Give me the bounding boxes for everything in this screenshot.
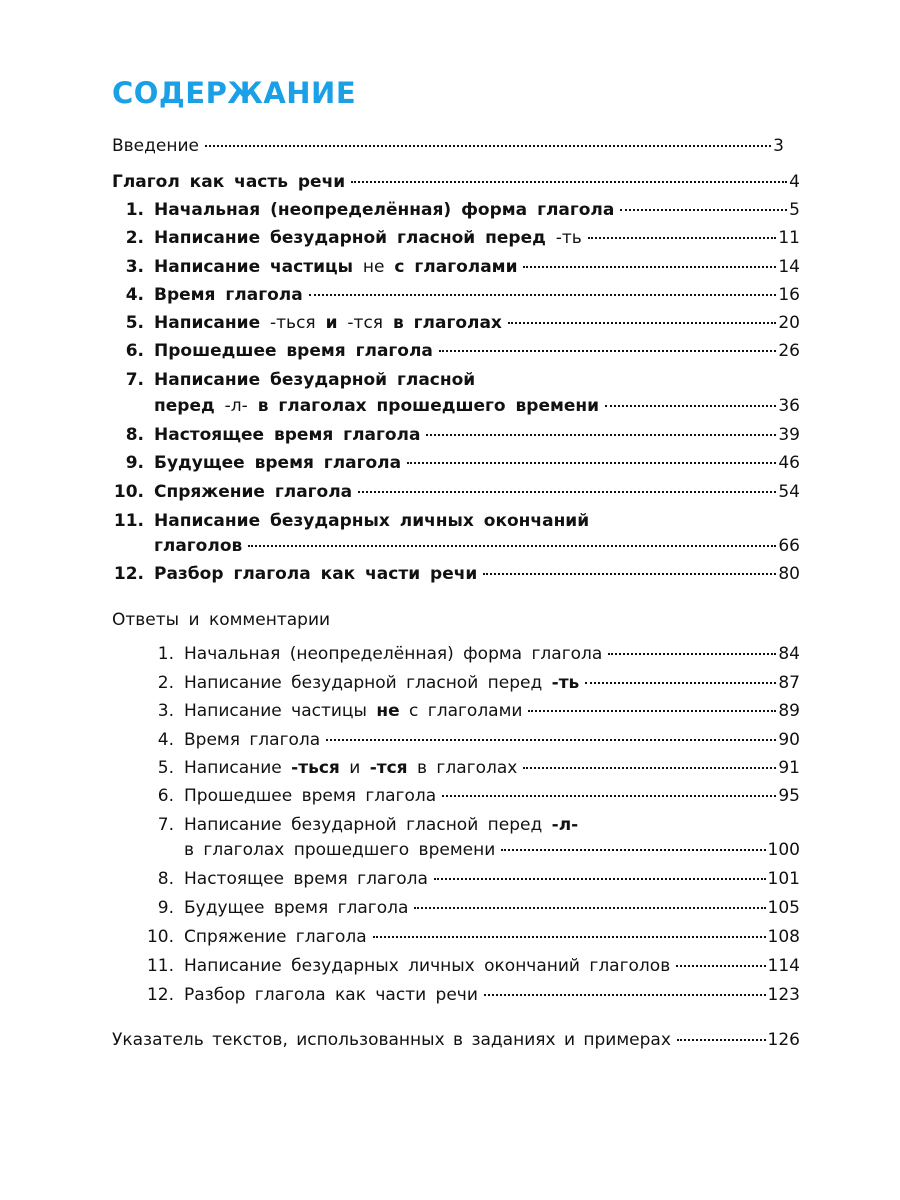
- answer-title: Написание частицы не с глаголами: [184, 701, 523, 721]
- index-label: Указатель текстов, использованных в заданиях и примерах: [112, 1030, 671, 1050]
- toc-verb-label: Глагол как часть речи: [112, 172, 346, 192]
- answer-number: 3.: [157, 701, 174, 721]
- chapter-number: 7.: [125, 370, 144, 390]
- answer-number: 7.: [157, 815, 174, 835]
- answer-page: 84: [778, 644, 800, 664]
- suffix-term: -ться: [291, 758, 340, 778]
- answer-page: 101: [767, 869, 800, 889]
- suffix-term: -ть: [551, 673, 580, 693]
- answer-number: 12.: [146, 985, 174, 1005]
- chapter-page: 5: [789, 200, 800, 220]
- answer-page: 95: [778, 786, 800, 806]
- answer-number: 8.: [157, 869, 174, 889]
- dot-leader: [605, 405, 776, 407]
- chapter-page: 11: [778, 228, 800, 248]
- dot-leader: [326, 739, 776, 741]
- toc-index[interactable]: [112, 1030, 800, 1050]
- answer-page: 87: [778, 673, 800, 693]
- suffix-term: -л-: [551, 815, 579, 835]
- toc-verb-page: 4: [789, 172, 800, 192]
- answer-number: 2.: [157, 673, 174, 693]
- chapter-title: Написание безударной гласной: [154, 370, 476, 390]
- dot-leader: [373, 936, 766, 938]
- answer-title: Начальная (неопределённая) форма глагола: [184, 644, 603, 664]
- answer-title-continued: в глаголах прошедшего времени: [184, 840, 496, 860]
- chapter-title-continued: глаголов: [154, 536, 243, 556]
- dot-leader: [434, 878, 766, 880]
- dot-leader: [426, 434, 776, 436]
- dot-leader: [677, 1039, 766, 1041]
- answer-title: Написание -ться и -тся в глаголах: [184, 758, 518, 778]
- chapter-title: Написание -ться и -тся в глаголах: [154, 313, 502, 333]
- dot-leader: [248, 545, 776, 547]
- answer-page: 123: [767, 985, 800, 1005]
- answer-number: 11.: [146, 956, 174, 976]
- answer-page: 114: [767, 956, 800, 976]
- chapter-title: Начальная (неопределённая) форма глагола: [154, 200, 615, 220]
- chapter-title-continued: перед -л- в глаголах прошедшего времени: [154, 396, 600, 416]
- answer-number: 1.: [157, 644, 174, 664]
- dot-leader: [358, 491, 776, 493]
- toc-chapter-2[interactable]: [112, 228, 800, 248]
- dot-leader: [608, 653, 776, 655]
- dot-leader: [588, 237, 777, 239]
- dot-leader: [414, 907, 765, 909]
- dot-leader: [501, 849, 765, 851]
- index-page: 126: [767, 1030, 800, 1050]
- answer-title: Написание безударной гласной перед -ть: [184, 673, 580, 693]
- chapter-number: 4.: [125, 285, 144, 305]
- particle-term: не: [376, 701, 400, 721]
- chapter-title: Прошедшее время глагола: [154, 341, 433, 361]
- suffix-term: -тся: [347, 313, 384, 333]
- answer-number: 4.: [157, 730, 174, 750]
- chapter-title: Настоящее время глагола: [154, 425, 421, 445]
- chapter-page: 66: [778, 536, 800, 556]
- chapter-number: 1.: [125, 200, 144, 220]
- answer-number: 10.: [146, 927, 174, 947]
- chapter-title: Написание безударной гласной перед -ть: [154, 228, 582, 248]
- chapter-title: Написание безударных личных окончаний: [154, 511, 590, 531]
- toc-answer-6[interactable]: [140, 786, 800, 806]
- dot-leader: [523, 266, 776, 268]
- chapter-page: 26: [778, 341, 800, 361]
- answer-page: 100: [767, 840, 800, 860]
- toc-answer-2[interactable]: [140, 673, 800, 693]
- chapter-number: 8.: [125, 425, 144, 445]
- answer-title: Спряжение глагола: [184, 927, 367, 947]
- chapter-page: 16: [778, 285, 800, 305]
- chapter-title: Время глагола: [154, 285, 303, 305]
- toc-answer-3[interactable]: [140, 701, 800, 721]
- answer-title: Прошедшее время глагола: [184, 786, 437, 806]
- chapter-page: 36: [778, 396, 800, 416]
- chapter-number: 10.: [113, 482, 144, 502]
- toc-answer-1[interactable]: [140, 644, 800, 664]
- answer-title: Написание безударной гласной перед -л-: [184, 815, 579, 835]
- dot-leader: [484, 994, 766, 996]
- toc-chapter-10[interactable]: [112, 482, 800, 502]
- dot-leader: [508, 322, 776, 324]
- answer-number: 5.: [157, 758, 174, 778]
- answer-page: 91: [778, 758, 800, 778]
- chapter-page: 80: [778, 564, 800, 584]
- dot-leader: [351, 181, 787, 183]
- toc-answer-5[interactable]: [140, 758, 800, 778]
- chapter-page: 39: [778, 425, 800, 445]
- answer-title: Настоящее время глагола: [184, 869, 428, 889]
- chapter-number: 12.: [113, 564, 144, 584]
- chapter-page: 54: [778, 482, 800, 502]
- toc-chapter-9[interactable]: [112, 453, 800, 473]
- suffix-term: -тся: [369, 758, 408, 778]
- dot-leader: [442, 795, 776, 797]
- suffix-term: -ть: [555, 228, 582, 248]
- chapter-number: 3.: [125, 257, 144, 277]
- toc-answer-12[interactable]: [140, 985, 800, 1005]
- chapter-page: 46: [778, 453, 800, 473]
- toc-chapter-3[interactable]: [112, 257, 800, 277]
- toc-verb-section[interactable]: [112, 172, 800, 192]
- suffix-term: -ться: [270, 313, 316, 333]
- dot-leader: [439, 350, 776, 352]
- answer-title: Разбор глагола как части речи: [184, 985, 478, 1005]
- chapter-title: Спряжение глагола: [154, 482, 353, 502]
- dot-leader: [585, 682, 776, 684]
- dot-leader: [309, 294, 777, 296]
- answer-title: Написание безударных личных окончаний глаголов: [184, 956, 671, 976]
- toc-answer-10[interactable]: [140, 927, 800, 947]
- particle-term: не: [362, 257, 385, 277]
- answer-page: 90: [778, 730, 800, 750]
- chapter-number: 9.: [125, 453, 144, 473]
- chapter-page: 14: [778, 257, 800, 277]
- chapter-title: Разбор глагола как части речи: [154, 564, 478, 584]
- toc-chapter-1[interactable]: [112, 200, 800, 220]
- toc-chapter-5[interactable]: [112, 313, 800, 333]
- toc-chapter-8[interactable]: [112, 425, 800, 445]
- toc-chapter-7-line1[interactable]: [112, 370, 475, 390]
- answer-title: Время глагола: [184, 730, 321, 750]
- toc-answer-8[interactable]: [140, 869, 800, 889]
- dot-leader: [407, 462, 776, 464]
- toc-chapter-6[interactable]: [112, 341, 800, 361]
- chapter-number: 11.: [113, 511, 144, 531]
- chapter-number: 2.: [125, 228, 144, 248]
- toc-intro-page: 3: [773, 136, 784, 156]
- answer-number: 9.: [157, 898, 174, 918]
- answer-page: 89: [778, 701, 800, 721]
- toc-chapter-11-line1[interactable]: [112, 511, 589, 531]
- toc-answer-9[interactable]: [140, 898, 800, 918]
- toc-answer-11[interactable]: [140, 956, 800, 976]
- dot-leader: [676, 965, 765, 967]
- toc-chapter-4[interactable]: [112, 285, 800, 305]
- chapter-page: 20: [778, 313, 800, 333]
- suffix-term: -л-: [224, 396, 248, 416]
- chapter-number: 6.: [125, 341, 144, 361]
- toc-chapter-11[interactable]: [154, 536, 800, 556]
- dot-leader: [528, 710, 776, 712]
- answer-page: 108: [767, 927, 800, 947]
- chapter-title: Написание частицы не с глаголами: [154, 257, 518, 277]
- chapter-title: Будущее время глагола: [154, 453, 402, 473]
- toc-chapter-7[interactable]: [154, 396, 800, 416]
- dot-leader: [483, 573, 776, 575]
- toc-answer-4[interactable]: [140, 730, 800, 750]
- answer-page: 105: [767, 898, 800, 918]
- answers-heading[interactable]: Ответы и комментарии: [112, 610, 331, 630]
- toc-intro[interactable]: [112, 136, 784, 156]
- page-title: СОДЕРЖАНИЕ: [112, 76, 357, 110]
- toc-answer-7[interactable]: [184, 840, 800, 860]
- toc-chapter-12[interactable]: [112, 564, 800, 584]
- dot-leader: [205, 145, 771, 147]
- dot-leader: [620, 209, 787, 211]
- answer-number: 6.: [157, 786, 174, 806]
- answer-title: Будущее время глагола: [184, 898, 409, 918]
- toc-intro-label: Введение: [112, 136, 199, 156]
- toc-answer-7-line1[interactable]: [140, 815, 578, 835]
- dot-leader: [523, 767, 776, 769]
- chapter-number: 5.: [125, 313, 144, 333]
